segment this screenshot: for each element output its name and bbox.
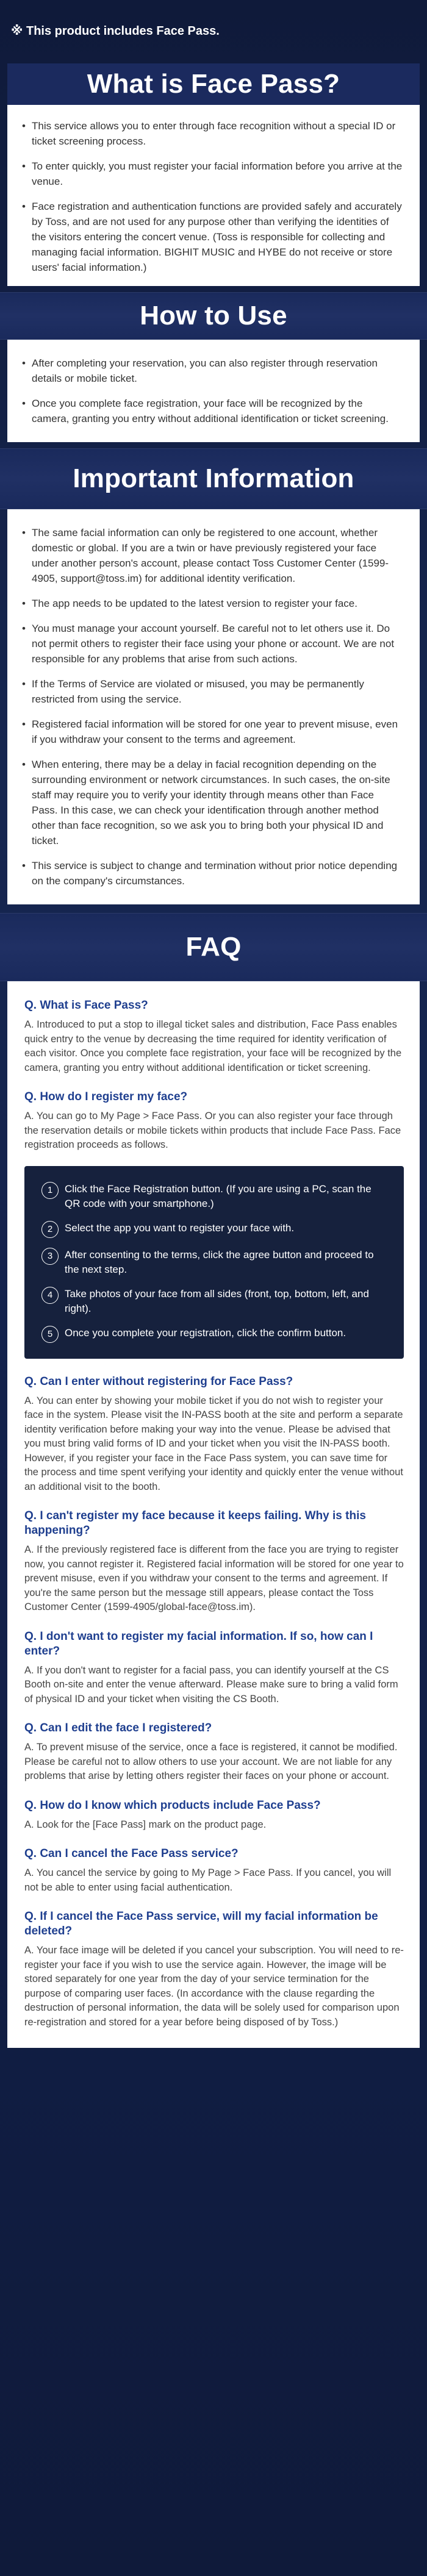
registration-step <box>41 1182 386 1211</box>
step-text: Click the Face Registration button. (If you are using a PC, scan the QR code with your smartphone.) <box>65 1182 371 1209</box>
list-item: • When entering, there may be a delay in facial recognition depending on the surrounding environment or network circumstances. In such cases, the on-site staff may require you to verify your identity through means other than Face Pass. In this case, we can check your identification through another method other than face recognition, so we ask you to bring both your physical ID and ticket. <box>22 757 403 848</box>
registration-step <box>41 1287 386 1316</box>
step-text: After consenting to the terms, click the agree button and proceed to the next step. <box>65 1248 374 1275</box>
faq-question: Q. I don't want to register my facial information. If so, how can I enter? <box>24 1630 373 1658</box>
what-is-title: What is Face Pass? <box>87 69 340 99</box>
step-number-badge: 4 <box>41 1287 59 1304</box>
faq-title: FAQ <box>185 932 242 962</box>
step-text: Select the app you want to register your face with. <box>65 1222 295 1234</box>
how-to-use-list <box>22 356 403 426</box>
list-item: • Face registration and authentication functions are provided safely and accurately by Toss, and are not used for any purpose other than verifying the identities of the visitors entering the concert venue. (Toss is responsible for collecting and managing facial information. BIGHIT MUSIC and HYBE do not receive or store users' facial information.) <box>22 199 403 275</box>
what-is-title-bar <box>7 63 420 105</box>
faq-answer: A. You can go to My Page > Face Pass. Or you can also register your face through the reservation details or mobile tickets within products that include Face Pass. Face registration proceeds as follows. <box>24 1111 401 1150</box>
faq-item <box>24 998 404 1075</box>
faq-question: Q. Can I cancel the Face Pass service? <box>24 1847 239 1860</box>
list-item: • If the Terms of Service are violated or misused, you may be permanently restricted from using the service. <box>22 676 403 707</box>
list-item: • Once you complete face registration, your face will be recognized by the camera, granting you entry without additional identification or ticket screening. <box>22 396 403 426</box>
face-pass-notice <box>0 0 427 61</box>
registration-step <box>41 1326 386 1343</box>
faq-answer: A. If the previously registered face is different from the face you are trying to register now, you cannot register it. Registered facial information will be stored for one year to prevent misuse, even if you withdraw your consent to the terms and agreement. If you're the same person but the message still appears, please contact the Toss Customer Center (1599-4905/global-face@toss.im). <box>24 1544 404 1612</box>
how-to-use-title-bar <box>0 292 427 340</box>
faq-question: Q. Can I enter without registering for Face Pass? <box>24 1375 293 1388</box>
step-number-badge: 2 <box>41 1221 59 1238</box>
faq-question: Q. If I cancel the Face Pass service, will my facial information be deleted? <box>24 1910 378 1937</box>
faq-question: Q. I can't register my face because it keeps failing. Why is this happening? <box>24 1509 366 1537</box>
list-item: • The same facial information can only be registered to one account, whether domestic or global. If you are a twin or have previously registered your face under another person's account, please contact Toss Customer Center (1599-4905, support@toss.im) for additional identity verification. <box>22 525 403 586</box>
faq-card <box>7 981 420 2048</box>
list-item: • Registered facial information will be stored for one year to prevent misuse, even if you withdraw your consent to the terms and agreement. <box>22 717 403 747</box>
faq-item <box>24 1721 404 1784</box>
what-is-list <box>22 118 403 275</box>
faq-answer: A. If you don't want to register for a facial pass, you can identify yourself at the CS Booth on-site and enter the venue afterward. Please make sure to bring a valid form of physical ID and your ticket when visiting the CS Booth. <box>24 1664 398 1705</box>
list-item: • The app needs to be updated to the latest version to register your face. <box>22 596 403 611</box>
registration-step <box>41 1221 386 1238</box>
faq-answer: A. You cancel the service by going to My Page > Face Pass. If you cancel, you will not be able to enter using facial authentication. <box>24 1867 392 1893</box>
step-number-badge: 1 <box>41 1182 59 1199</box>
faq-answer: A. To prevent misuse of the service, once a face is registered, it cannot be modified. Please be careful not to allow others to use your account. We are not liable for any problems that arise by letting others register their faces on your phone or account. <box>24 1742 398 1781</box>
faq-answer: A. Your face image will be deleted if you cancel your subscription. You will need to re-register your face if you wish to use the service again. However, the image will be stored separately for one year from the day of your service termination for the purpose of comparing user faces. (In accordance with the clause regarding the destruction of personal information, the data will be solely used for comparison upon re-registration and stored for a year before being disposed of by Toss.) <box>24 1945 404 2028</box>
faq-answer: A. You can enter by showing your mobile ticket if you do not wish to register your face in the system. Please visit the IN-PASS booth at the site and perform a separate identity verification before making your way into the venue. Please be advised that you must bring valid forms of ID and your ticket when you visit the IN-PASS booth. However, if you register your face in the Face Pass system, you can save time for the process and time spent verifying your identity and quickly enter the venue without an additional visit to the booth. <box>24 1395 403 1492</box>
list-item: • This service allows you to enter through face recognition without a special ID or ticket screening process. <box>22 118 403 149</box>
step-text: Take photos of your face from all sides (front, top, bottom, left, and right). <box>65 1287 369 1314</box>
faq-title-bar <box>0 913 427 981</box>
what-is-card <box>7 63 420 286</box>
faq-item <box>24 1909 404 2030</box>
list-item: • This service is subject to change and termination without prior notice depending on the company's circumstances. <box>22 858 403 889</box>
step-text: Once you complete your registration, click the confirm button. <box>65 1326 346 1339</box>
list-item: • To enter quickly, you must register your facial information before you arrive at the venue. <box>22 159 403 189</box>
important-card <box>7 509 420 904</box>
faq-item <box>24 1630 404 1707</box>
important-title-bar <box>0 448 427 509</box>
list-item: • After completing your reservation, you can also register through reservation details or mobile ticket. <box>22 356 403 386</box>
faq-question: Q. What is Face Pass? <box>24 999 148 1012</box>
faq-item <box>24 1509 404 1615</box>
list-item: • You must manage your account yourself. Be careful not to let others use it. Do not permit others to register their face using your phone or account. We are not responsible for any problems that arise from such actions. <box>22 621 403 667</box>
important-title: Important Information <box>73 463 354 493</box>
faq-question: Q. How do I register my face? <box>24 1090 188 1103</box>
faq-question: Q. How do I know which products include Face Pass? <box>24 1798 321 1812</box>
faq-item <box>24 1375 404 1495</box>
faq-answer: A. Look for the [Face Pass] mark on the product page. <box>24 1819 267 1830</box>
notice-text: ※ This product includes Face Pass. <box>11 24 220 38</box>
step-number-badge: 5 <box>41 1326 59 1343</box>
faq-item <box>24 1847 404 1895</box>
faq-answer: A. Introduced to put a stop to illegal ticket sales and distribution, Face Pass enables quick entry to the venue by decreasing the time required for identity verification of each visitor. Once you complete face registration, your face will be recognized by the camera, granting you entry without additional identification or ticket screening. <box>24 1019 402 1073</box>
important-list <box>22 525 403 889</box>
faq-question: Q. Can I edit the face I registered? <box>24 1722 212 1734</box>
faq-item <box>24 1798 404 1833</box>
faq-item <box>24 1090 404 1359</box>
how-to-use-title: How to Use <box>140 301 287 331</box>
registration-steps-box <box>24 1166 404 1359</box>
registration-step <box>41 1248 386 1277</box>
how-to-use-card <box>7 340 420 442</box>
step-number-badge: 3 <box>41 1248 59 1265</box>
